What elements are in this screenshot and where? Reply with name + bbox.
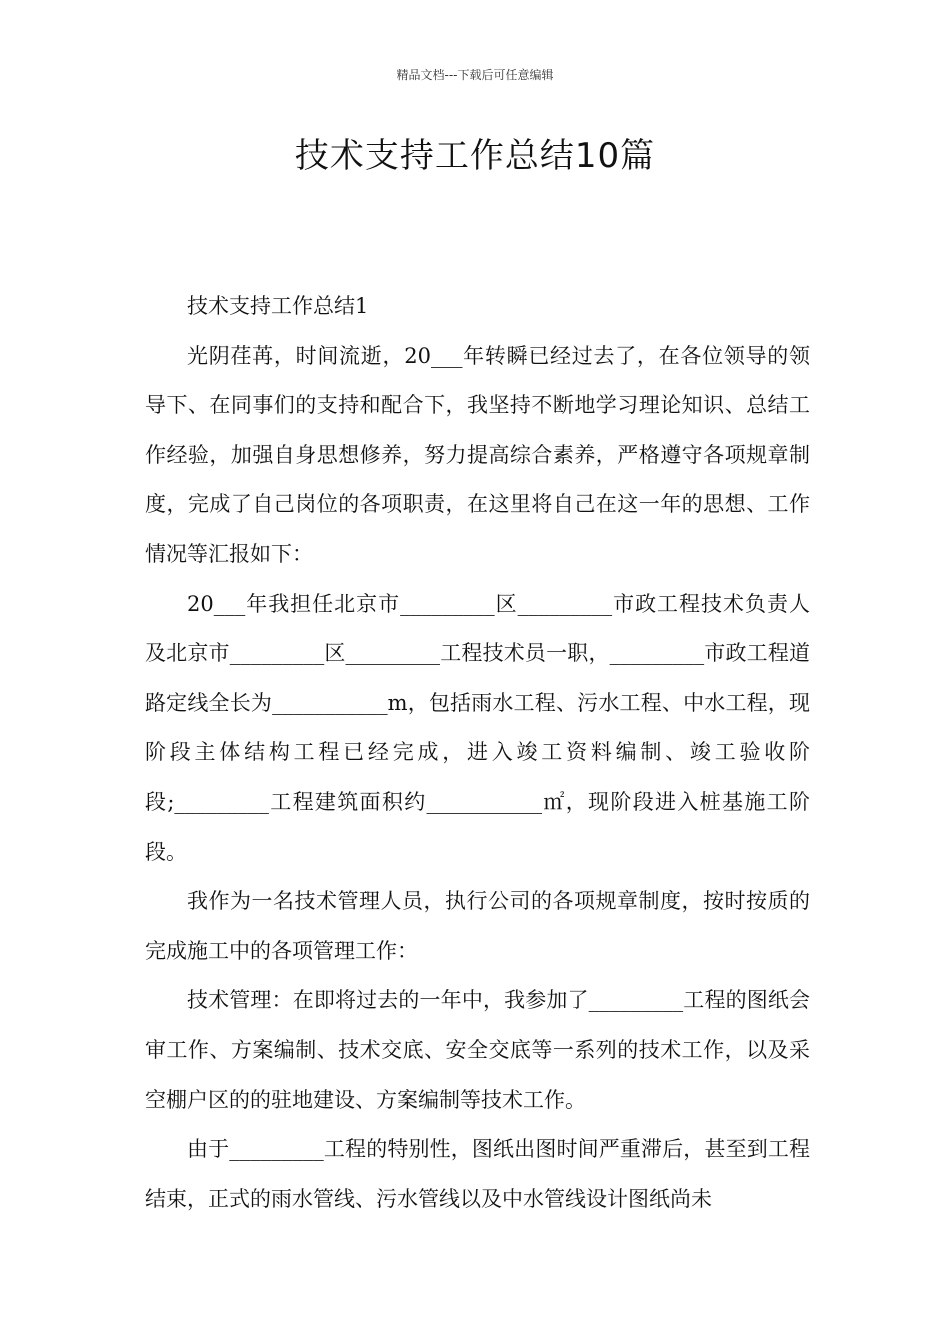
document-body [145,282,810,1224]
paragraph-drawings: 由于_________工程的特别性，图纸出图时间严重滞后，甚至到工程结束，正式的雨水管线、污水管线以及中水管线设计图纸尚未 [145,1137,810,1211]
section-heading: 技术支持工作总结1 [187,294,369,318]
paragraph-position: 20___年我担任北京市_________区_________市政工程技术负责人及北京市_________区_________工程技术员一职，_________市政工程道路定线全长为___________m，包括雨水工程、污水工程、中水工程，现阶段主体结构工程已经完成，进入竣工资料编制、竣工验收阶段;_________工程建筑面积约___________㎡，现阶段进入桩基施工阶段。 [145,591,810,864]
document-title: 技术支持工作总结10篇 [294,136,656,176]
paragraph-technical-management: 技术管理：在即将过去的一年中，我参加了_________工程的图纸会审工作、方案编制、技术交底、安全交底等一系列的技术工作，以及采空棚户区的的驻地建设、方案编制等技术工作。 [145,988,810,1112]
paragraph-role: 我作为一名技术管理人员，执行公司的各项规章制度，按时按质的完成施工中的各项管理工作： [145,889,810,963]
page-header: 精品文档---下载后可任意编辑 [396,68,554,82]
paragraph-intro: 光阴荏苒，时间流逝，20___年转瞬已经过去了，在各位领导的领导下、在同事们的支持和配合下，我坚持不断地学习理论知识、总结工作经验，加强自身思想修养，努力提高综合素养，严格遵守各项规章制度，完成了自己岗位的各项职责，在这里将自己在这一年的思想、工作情况等汇报如下： [145,343,810,566]
